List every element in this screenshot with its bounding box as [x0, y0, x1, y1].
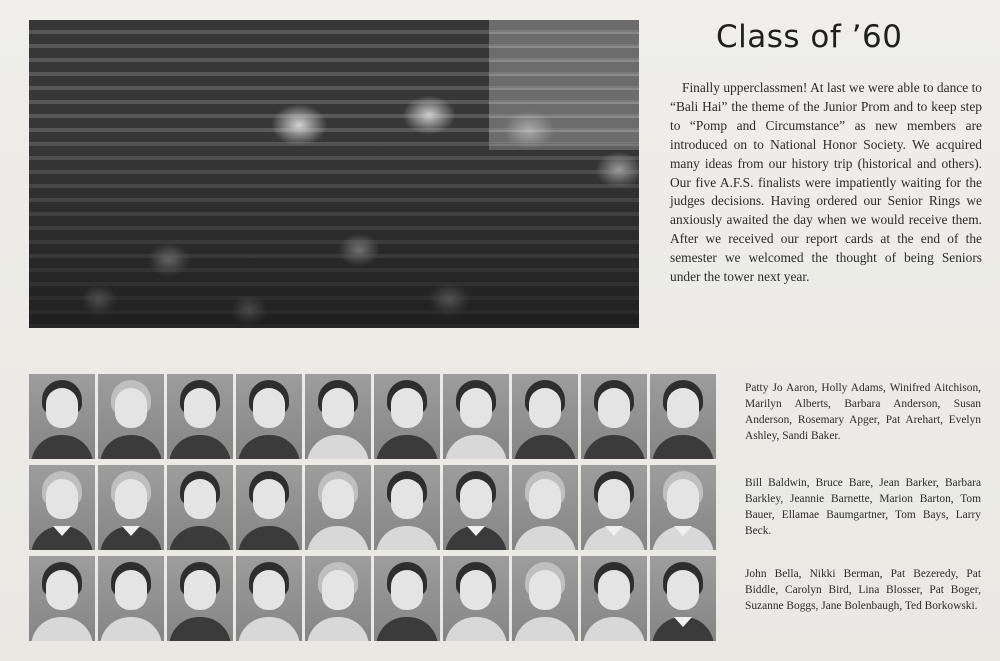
student-portrait: [650, 465, 716, 550]
student-portrait: [29, 374, 95, 459]
student-portrait: [236, 374, 302, 459]
student-portrait: [512, 556, 578, 641]
student-portrait: [305, 556, 371, 641]
student-portrait: [650, 556, 716, 641]
student-portrait: [305, 374, 371, 459]
student-portrait: [98, 556, 164, 641]
student-portrait: [29, 556, 95, 641]
page-title: Class of ’60: [716, 19, 903, 55]
portrait-caption-row-3: John Bella, Nikki Berman, Pat Bezeredy, Pat Biddle, Carolyn Bird, Lina Blosser, Pat Boger, Suzanne Boggs, Jane Bolenbaugh, Ted Borkowski.: [745, 568, 981, 612]
student-portrait: [374, 465, 440, 550]
student-portrait: [512, 374, 578, 459]
portrait-caption-row-1: Patty Jo Aaron, Holly Adams, Winifred Aitchison, Marilyn Alberts, Barbara Anderson, Susan Anderson, Rosemary Apger, Pat Arehart, Evelyn Ashley, Sandi Baker.: [745, 382, 981, 442]
student-portrait: [374, 374, 440, 459]
class-group-photo: [29, 20, 639, 328]
student-portrait: [650, 374, 716, 459]
student-portrait: [443, 465, 509, 550]
student-portrait: [236, 465, 302, 550]
portrait-caption-row-2: Bill Baldwin, Bruce Bare, Jean Barker, Barbara Barkley, Jeannie Barnette, Marion Barton, Tom Bauer, Ellamae Baumgartner, Tom Bays, Larry Beck.: [745, 477, 981, 537]
student-portrait: [581, 465, 647, 550]
student-portrait: [374, 556, 440, 641]
student-portrait: [167, 374, 233, 459]
student-portrait: [167, 556, 233, 641]
student-portrait: [581, 556, 647, 641]
student-portrait: [443, 556, 509, 641]
class-description: Finally upperclassmen! At last we were able to dance to “Bali Hai” the theme of the Junior Prom and to keep step to “Pomp and Circumstance” as new members are introduced on to National Honor Society. We acquired many ideas from our history trip (historical and others). Our five A.F.S. finalists were impatiently waiting for the judges decisions. Having ordered our Senior Rings we anxiously awaited the day when we would receive them. After we received our report cards at the end of the semester we welcomed the thought of being Seniors under the tower next year.: [670, 80, 982, 285]
student-portrait: [98, 374, 164, 459]
student-portrait: [443, 374, 509, 459]
student-portrait: [581, 374, 647, 459]
photo-wall: [489, 20, 639, 150]
photo-crowd: [29, 143, 639, 328]
student-portrait: [98, 465, 164, 550]
student-portrait: [305, 465, 371, 550]
student-portrait: [512, 465, 578, 550]
student-portrait: [167, 465, 233, 550]
portrait-grid: [29, 374, 719, 641]
student-portrait: [236, 556, 302, 641]
student-portrait: [29, 465, 95, 550]
